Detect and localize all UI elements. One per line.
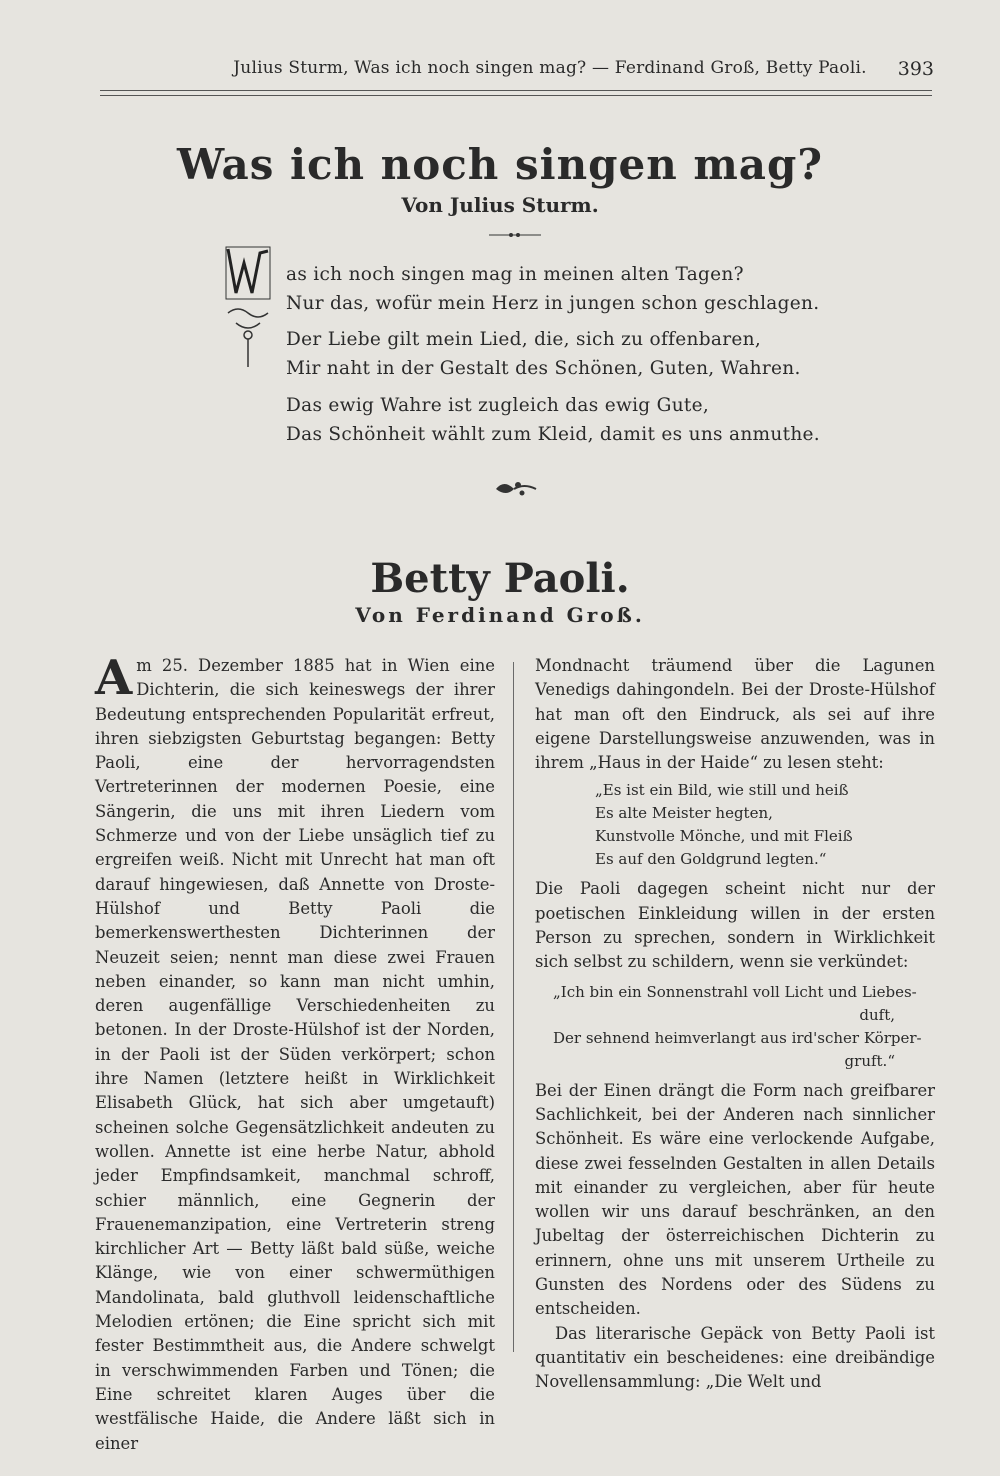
page-number: 393: [897, 58, 934, 80]
quote-line: „Ich bin ein Sonnenstrahl voll Licht und Liebes-: [553, 982, 917, 1001]
article-paragraph: Bei der Einen drängt die Form nach greifbarer Sachlichkeit, bei der Anderen nach sinnlicher Schönheit. Es wäre eine verlockende Aufgabe, diese zwei fesselnden Gestalten in allen Details mit einander zu vergleichen, aber für heute wollen wir uns darauf beschränken, an den Jubeltag der österreichischen Dichterin zu erinnern, ohne uns mit unserem Urtheile zu Gunsten des Nordens oder des Südens zu entscheiden.: [535, 1080, 935, 1319]
header-rule: [100, 90, 932, 96]
small-ornament-icon: [487, 230, 543, 240]
left-column: [95, 650, 495, 1456]
block-quote: [595, 779, 935, 871]
quote-line-continuation: gruft.“: [844, 1051, 895, 1070]
quote-line-continuation: duft,: [859, 1005, 895, 1024]
quote-line: Kunstvolle Mönche, und mit Fleiß: [595, 827, 853, 846]
poem-title: Was ich noch singen mag?: [177, 140, 823, 189]
poem-line: Mir naht in der Gestalt des Schönen, Guten, Wahren.: [286, 358, 801, 379]
poem-line: Nur das, wofür mein Herz in jungen schon geschlagen.: [286, 293, 820, 314]
block-quote: [553, 981, 935, 1073]
dropcap-ornament: [222, 243, 278, 369]
quote-line: Der sehnend heimverlangt aus ird'scher Körper-: [553, 1028, 922, 1047]
quote-line: „Es ist ein Bild, wie still und heiß: [595, 781, 849, 800]
article-title: Betty Paoli.: [370, 555, 630, 602]
article-paragraph: Mondnacht träumend über die Lagunen Venedigs dahingondeln. Bei der Droste-Hülshof hat man oft den Eindruck, als sei auf ihre eigene Darstellungsweise anzuwenden, was in ihrem „Haus in der Haide“ zu lesen steht:: [535, 656, 935, 773]
article-paragraph: Das literarische Gepäck von Betty Paoli ist quantitativ ein bescheidenes: eine dreibändige Novellensammlung: „Die Welt und: [535, 1323, 935, 1392]
running-title: Julius Sturm, Was ich noch singen mag? — Ferdinand Groß, Betty Paoli.: [233, 58, 867, 78]
quote-line: Es auf den Goldgrund legten.“: [595, 850, 827, 869]
right-column: [535, 654, 935, 1395]
poem-line: as ich noch singen mag in meinen alten Tagen?: [286, 264, 744, 285]
poem-line: Der Liebe gilt mein Lied, die, sich zu offenbaren,: [286, 329, 762, 350]
fleuron-icon: [492, 477, 540, 501]
poem-line: Das Schönheit wählt zum Kleid, damit es uns anmuthe.: [286, 424, 820, 445]
article-paragraph: Am 25. Dezember 1885 hat in Wien eine Dichterin, die sich keineswegs der ihrer Bedeutung entsprechenden Popularität erfreut, ihren siebzigsten Geburtstag begangen: Betty Paoli, eine der hervorragendsten Vertreterinnen der modernen Poesie, eine Sängerin, die uns mit ihren Liedern vom Schmerze und von der Liebe unsäglich tief zu ergreifen weiß. Nicht mit Unrecht hat man oft darauf hingewiesen, daß Annette von Droste-Hülshof und Betty Paoli die bemerkenswerthesten Dichterinnen der Neuzeit seien; nennt man diese zwei Frauen neben einander, so kann man nicht umhin, deren augenfällige Verschiedenheiten zu betonen. In der Droste-Hülshof ist der Norden, in der Paoli ist der Süden verkörpert; schon ihre Namen (letztere heißt in Wirklichkeit Elisabeth Glück, hat sich aber umgetauft) scheinen solche Gegensätzlichkeit andeuten zu wollen. Annette ist eine herbe Natur, abhold jeder Empfindsamkeit, manchmal schroff, schier männlich, eine Gegnerin der Frauenemanzipation, eine Vertreterin streng kirchlicher Art — Betty läßt bald süße, weiche Klänge, wie von einer schwermüthigen Mandolinata, bald gluthvoll leidenschaftliche Melodien ertönen; die Eine spricht sich mit fester Bestimmtheit aus, die Andere schwelgt in verschwimmenden Farben und Tönen; die Eine schreitet klaren Auges über die westfälische Haide, die Andere läßt sich in einer: [95, 650, 495, 1453]
running-head: [70, 58, 940, 88]
article-author: Von Ferdinand Groß.: [355, 603, 645, 627]
poem-line: Das ewig Wahre ist zugleich das ewig Gute,: [286, 395, 710, 416]
poem-author: Von Julius Sturm.: [401, 193, 599, 217]
quote-line: Es alte Meister hegten,: [595, 804, 773, 823]
column-divider: [513, 662, 514, 1352]
article-paragraph: Die Paoli dagegen scheint nicht nur der poetischen Einkleidung willen in der ersten Person zu sprechen, sondern in Wirklichkeit sich selbst zu schildern, wenn sie verkündet:: [535, 879, 935, 972]
